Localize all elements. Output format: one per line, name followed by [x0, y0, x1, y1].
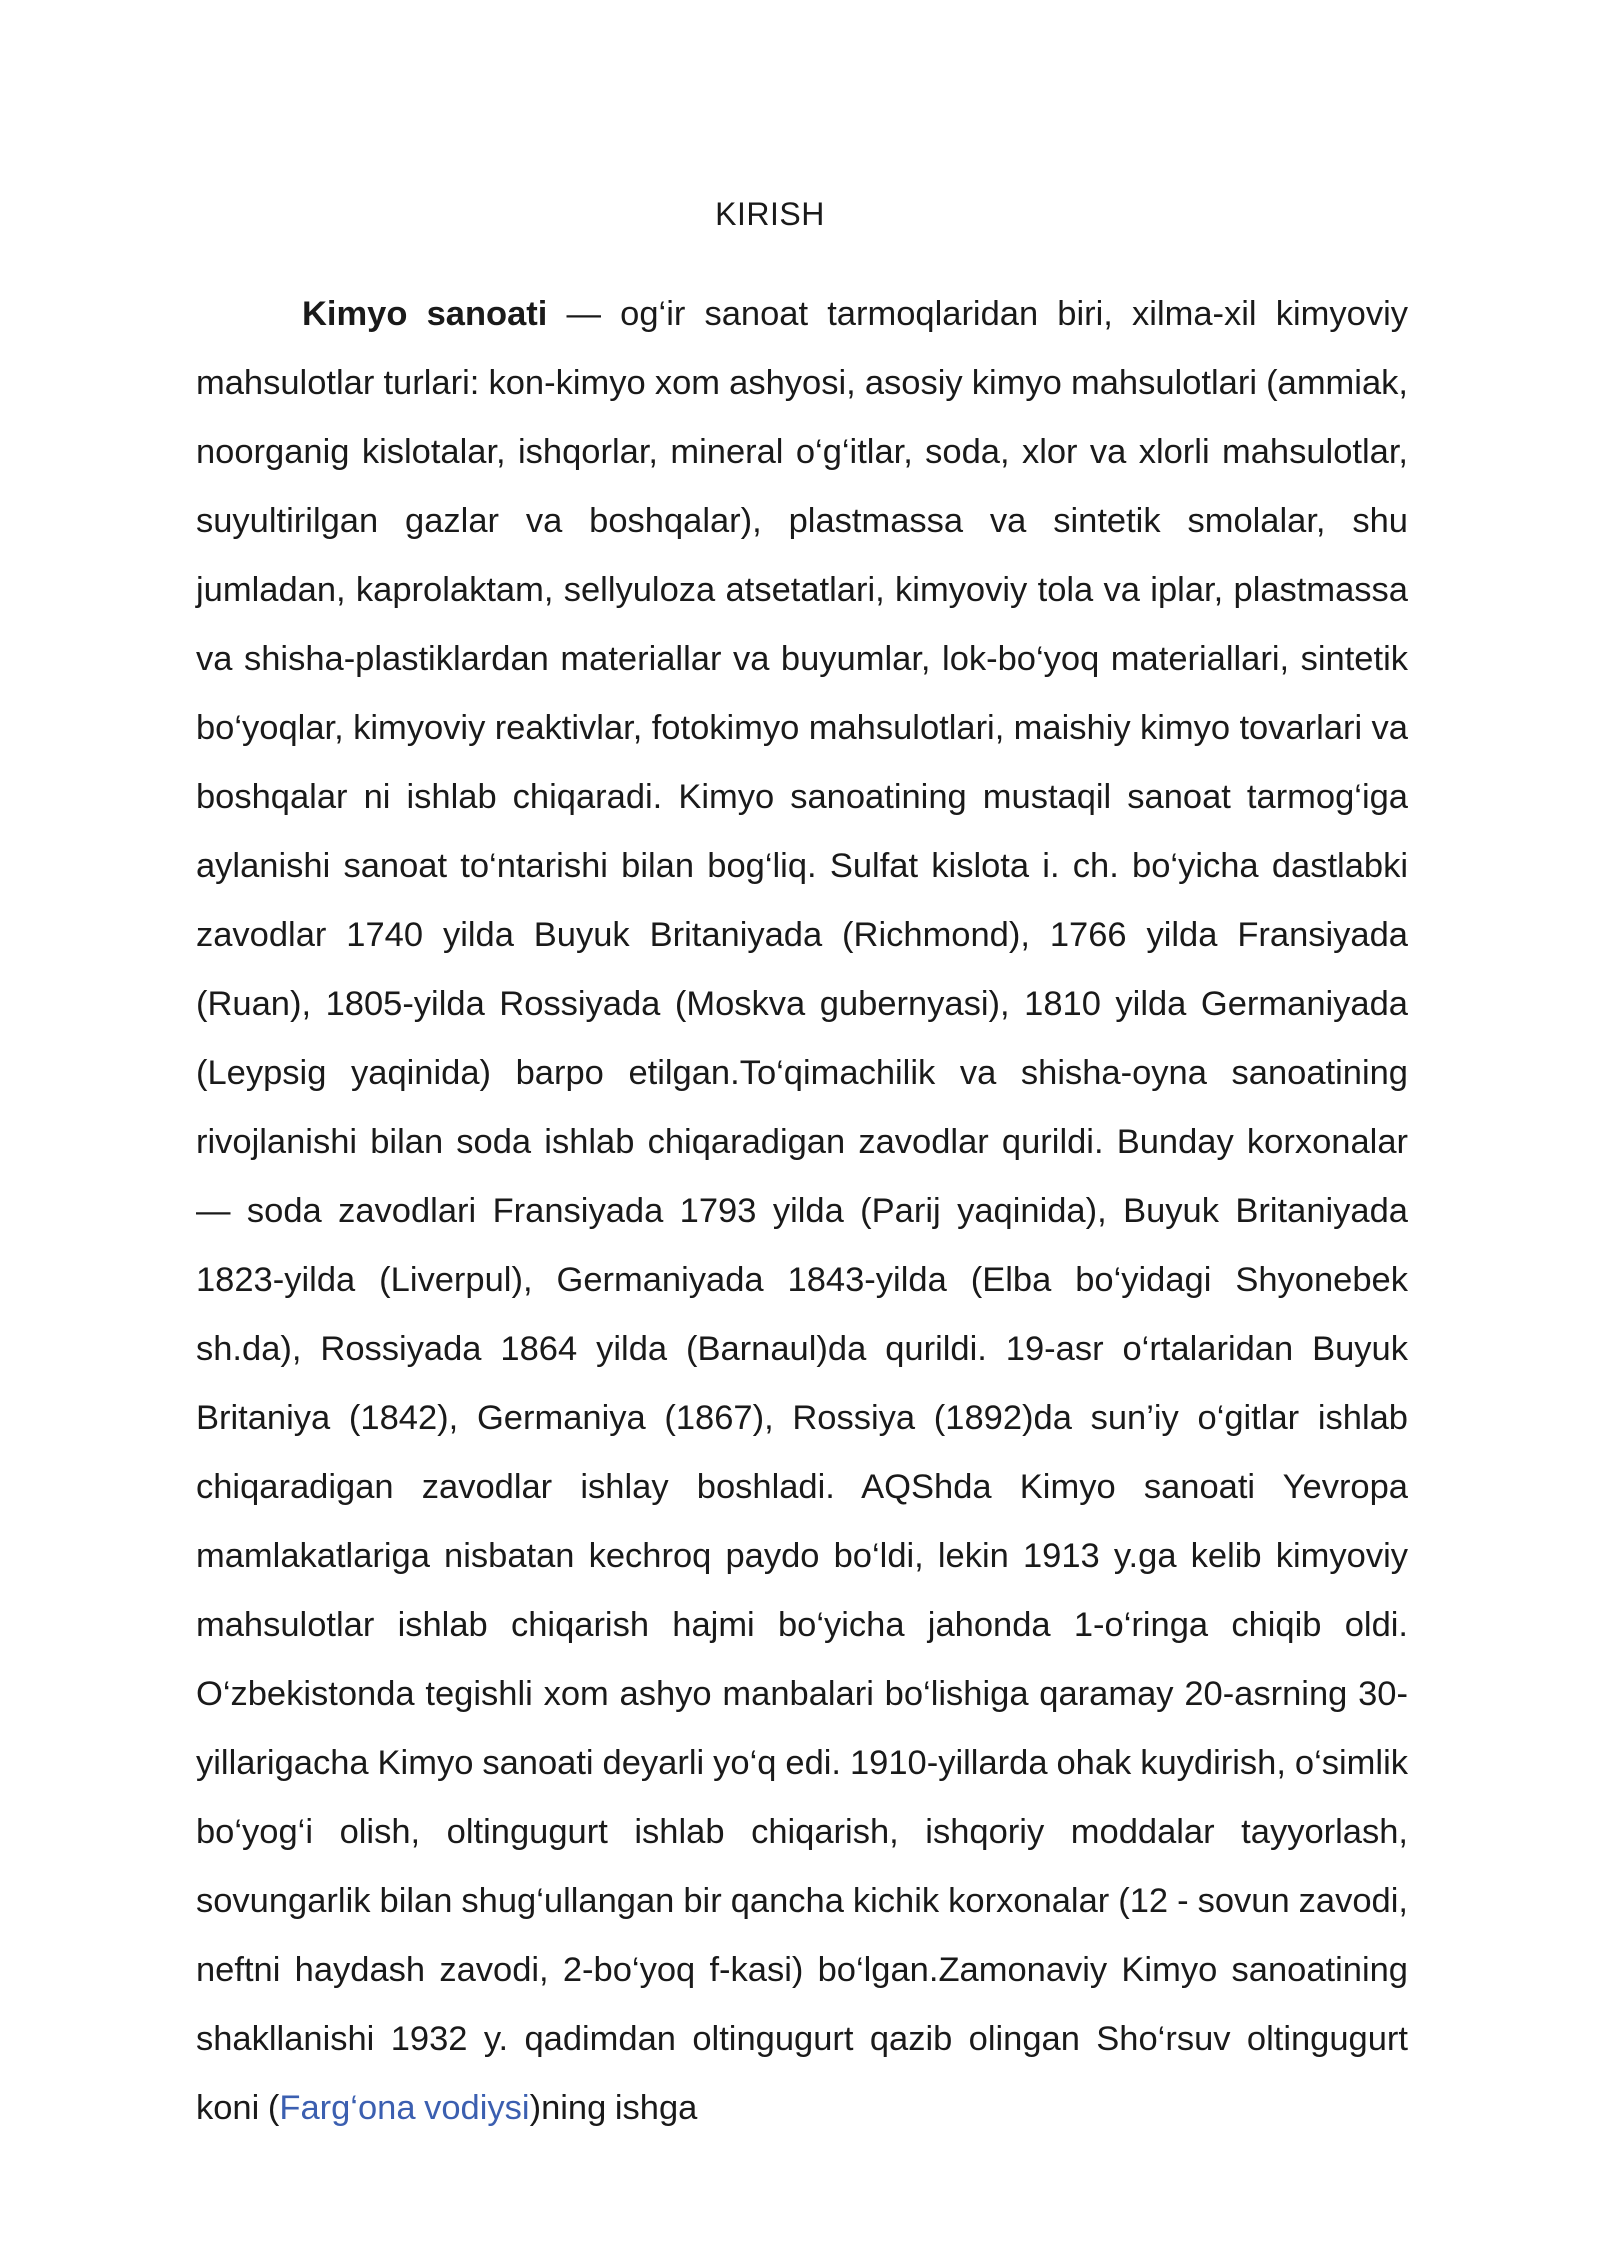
paragraph-text-end: )ning ishga: [529, 2089, 698, 2127]
paragraph-text: — og‘ir sanoat tarmoqlaridan biri, xilma-xil kimyoviy mahsulotlar turlari: kon-kimyo xom ashyosi, asosiy kimyo mahsulotlari (ammiak, noorganig kislotalar, ishqorlar, mineral o‘g‘itlar, soda, xlor va xlorli mahsulotlar, suyultirilgan gazlar va boshqalar), plastmassa va sintetik smolalar, shu jumladan, kaprolaktam, sellyuloza atsetatlari, kimyoviy tola va iplar, plastmassa va shisha-plastiklardan materiallar va buyumlar, lok-bo‘yoq materiallari, sintetik bo‘yoqlar, kimyoviy reaktivlar, fotokimyo mahsulotlari, maishiy kimyo tovarlari va boshqalar ni ishlab chiqaradi. Kimyo sanoatining mustaqil sanoat tarmog‘iga aylanishi sanoat to‘ntarishi bilan bog‘liq. Sulfat kislota i. ch. bo‘yicha dastlabki zavodlar 1740 yilda Buyuk Britaniyada (Richmond), 1766 yilda Fransiyada (Ruan), 1805-yilda Rossiyada (Moskva gubernyasi), 1810 yilda Germaniyada (Leypsig yaqinida) barpo etilgan.To‘qimachilik va shisha-oyna sanoatining rivojlanishi bilan soda ishlab chiqaradigan zavodlar qurildi. Bunday korxonalar — soda zavodlari Fransiyada 1793 yilda (Parij yaqinida), Buyuk Britaniyada 1823-yilda (Liverpul), Germaniyada 1843-yilda (Elba bo‘yidagi Shyonebek sh.da), Rossiyada 1864 yilda (Barnaul)da qurildi. 19-asr o‘rtalaridan Buyuk Britaniya (1842), Germaniya (1867), Rossiya (1892)da sun’iy o‘gitlar ishlab chiqaradigan zavodlar ishlay boshladi. AQShda Kimyo sanoati Yevropa mamlakatlariga nisbatan kechroq paydo bo‘ldi, lekin 1913 y.ga kelib kimyoviy mahsulotlar ishlab chiqarish hajmi bo‘yicha jahonda 1-o‘ringa chiqib oldi. O‘zbekistonda tegishli xom ashyo manbalari bo‘lishiga qaramay 20-asrning 30-yillarigacha Kimyo sanoati deyarli yo‘q edi. 1910-yillarda ohak kuydirish, o‘simlik bo‘yog‘i olish, oltingugurt ishlab chiqarish, ishqoriy moddalar tayyorlash, sovungarlik bilan shug‘ullangan bir qancha kichik korxonalar (12 - sovun zavodi, neftni haydash zavodi, 2-bo‘yoq f-kasi) bo‘lgan.Zamonaviy Kimyo sanoatining shakllanishi 1932 y. qadimdan oltingugurt qazib olingan Sho‘rsuv oltingugurt koni (: [196, 295, 1408, 2127]
body-paragraph: [196, 280, 1408, 2143]
fergana-valley-link[interactable]: Farg‘ona vodiysi: [279, 2089, 530, 2127]
lead-term: Kimyo sanoati: [302, 295, 548, 333]
page-title: KIRISH: [715, 196, 825, 232]
